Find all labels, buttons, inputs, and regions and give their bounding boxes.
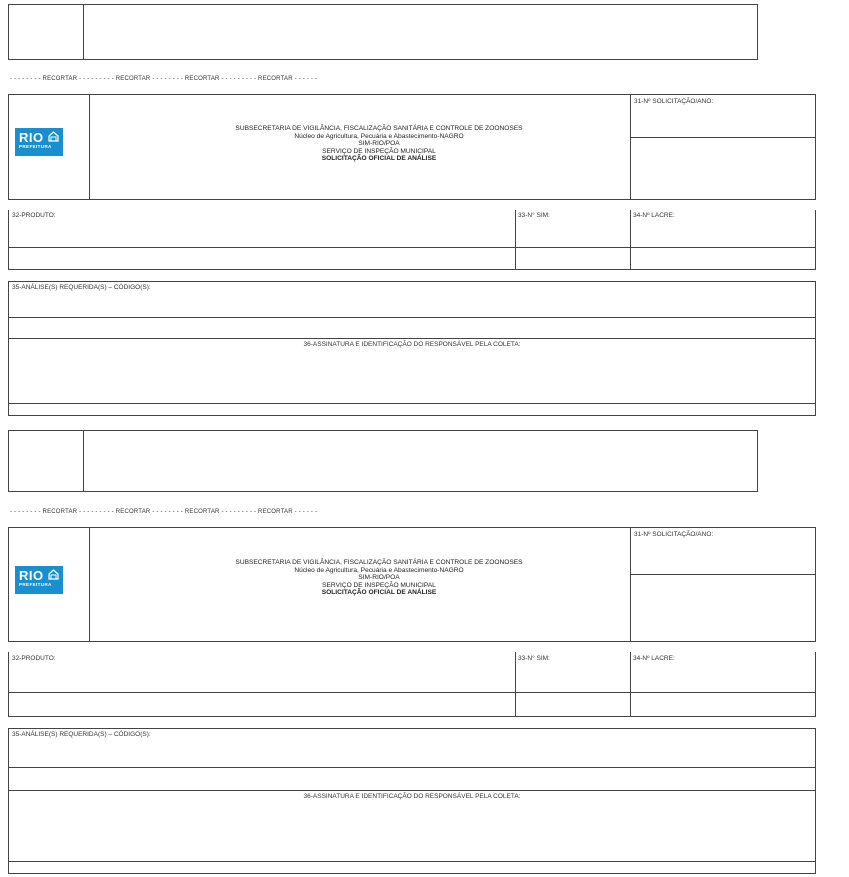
produto-label: 32-PRODUTO: xyxy=(12,212,56,219)
stub-divider xyxy=(83,431,84,491)
assinatura-label: 36-ASSINATURA E IDENTIFICAÇÃO DO RESPONSÁVEL PELA COLETA: xyxy=(303,793,521,800)
header-text: SUBSECRETARIA DE VIGILÂNCIA, FISCALIZAÇÃO SANITÁRIA E CONTROLE DE ZOONOSES Núcleo de Agricultura, Pecuária e Abastecimento-NAGRO SIM-RIO/POA SERVIÇO DE INSPEÇÃO MUNICIPAL SOLICITAÇÃO OFICIAL DE ANÁLISE xyxy=(235,125,523,163)
emblem-icon xyxy=(48,569,59,580)
analysis-block xyxy=(8,281,816,416)
sim-label: 33-N° SIM: xyxy=(518,655,550,662)
cut-line: - - - - - - - - RECORTAR - - - - - - - - - RECORTAR - - - - - - - - RECORTAR - - - - - - - - - RECORTAR - - - - - - xyxy=(10,76,318,82)
form-header xyxy=(8,94,816,200)
product-row xyxy=(8,652,816,717)
stub-divider xyxy=(83,5,84,59)
form-header xyxy=(8,527,816,642)
produto-label: 32-PRODUTO: xyxy=(12,655,56,662)
sim-label: 33-N° SIM: xyxy=(518,212,550,219)
assinatura-label: 36-ASSINATURA E IDENTIFICAÇÃO DO RESPONSÁVEL PELA COLETA: xyxy=(303,341,521,348)
analises-label: 35-ANÁLISE(S) REQUERIDA(S) – CÓDIGO(S): xyxy=(12,284,151,291)
analises-label: 35-ANÁLISE(S) REQUERIDA(S) – CÓDIGO(S): xyxy=(12,731,151,738)
stub-box xyxy=(8,4,758,60)
product-row xyxy=(8,210,816,270)
analysis-block xyxy=(8,728,816,874)
lacre-label: 34-Nº LACRE: xyxy=(633,212,675,219)
cut-line: - - - - - - - - RECORTAR - - - - - - - - - RECORTAR - - - - - - - - RECORTAR - - - - - - - - - RECORTAR - - - - - - xyxy=(10,509,318,515)
solicitacao-label: 31-Nº SOLICITAÇÃO/ANO: xyxy=(634,531,714,538)
lacre-label: 34-Nº LACRE: xyxy=(633,655,675,662)
rio-prefeitura-logo: RIO PREFEITURA xyxy=(15,566,63,594)
stub-box xyxy=(8,430,758,492)
header-text: SUBSECRETARIA DE VIGILÂNCIA, FISCALIZAÇÃO SANITÁRIA E CONTROLE DE ZOONOSES Núcleo de Agricultura, Pecuária e Abastecimento-NAGRO SIM-RIO/POA SERVIÇO DE INSPEÇÃO MUNICIPAL SOLICITAÇÃO OFICIAL DE ANÁLISE xyxy=(235,559,523,597)
emblem-icon xyxy=(48,131,59,142)
solicitacao-label: 31-Nº SOLICITAÇÃO/ANO: xyxy=(634,98,714,105)
rio-prefeitura-logo: RIO PREFEITURA xyxy=(15,128,63,156)
